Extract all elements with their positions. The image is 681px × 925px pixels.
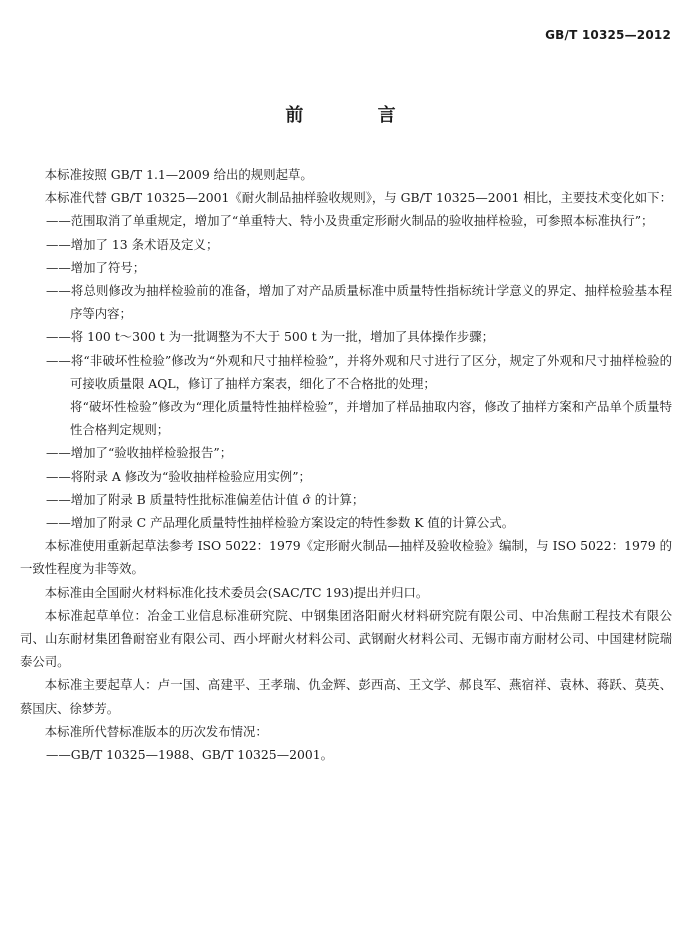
list-item: ——增加了“验收抽样检验报告”；: [46, 445, 233, 461]
list-item: ——范围取消了单重规定，增加了“单重特大、特小及贵重定形耐火制品的验收抽样检验，可参照本标准执行”；: [46, 213, 654, 229]
list-item: ——增加了符号；: [46, 259, 146, 275]
paragraph-drafting-units: 本标准起草单位：冶金工业信息标准研究院、中钢集团洛阳耐火材料研究院有限公司、中冶焦耐工程技术有限公司、山东耐材集团鲁耐窑业有限公司、西小坪耐火材料公司、武钢耐火材料公司、无锡市南方耐材公司、中国建材院瑞泰公司。: [20, 607, 672, 670]
paragraph-drafting-rules: 本标准按照 GB/T 1.1—2009 给出的规则起草。: [44, 167, 313, 182]
list-item: ——增加了附录 B 质量特性批标准偏差估计值 σ̂ 的计算；: [46, 491, 365, 507]
list-item: ——将“非破坏性检验”修改为“外观和尺寸抽样检验”，并将外观和尺寸进行了区分，规定了外观和尺寸抽样检验的可接收质量限 AQL，修订了抽样方案表，细化了不合格批的处理；: [46, 352, 672, 391]
list-item-continuation: 将“破坏性检验”修改为“理化质量特性抽样检验”，并增加了样品抽取内容，修改了抽样方案和产品单个质量特性合格判定规则；: [70, 399, 672, 438]
paragraph-committee: 本标准由全国耐火材料标准化技术委员会(SAC/TC 193)提出并归口。: [44, 584, 429, 600]
standard-code: GB/T 10325—2012: [545, 28, 671, 42]
page-title: 前 言: [285, 105, 430, 126]
document-body: [20, 163, 672, 766]
list-item: ——增加了附录 C 产品理化质量特性抽样检验方案设定的特性参数 K 值的计算公式。: [46, 515, 515, 531]
paragraph-history-intro: 本标准所代替标准版本的历次发布情况：: [44, 723, 268, 739]
list-item: ——将附录 A 修改为“验收抽样检验应用实例”；: [46, 468, 311, 484]
list-item: ——将总则修改为抽样检验前的准备，增加了对产品质量标准中质量特性指标统计学意义的界定、抽样检验基本程序等内容；: [46, 283, 672, 322]
list-item: ——将 100 t～300 t 为一批调整为不大于 500 t 为一批，增加了具体操作步骤；: [46, 329, 495, 345]
paragraph-replaces: 本标准代替 GB/T 10325—2001《耐火制品抽样验收规则》，与 GB/T 10325—2001 相比，主要技术变化如下：: [44, 190, 672, 206]
list-item-history: ——GB/T 10325—1988、GB/T 10325—2001。: [46, 747, 334, 763]
paragraph-iso-reference: 本标准使用重新起草法参考 ISO 5022：1979《定形耐火制品—抽样及验收检验》编制，与 ISO 5022：1979 的一致性程度为非等效。: [20, 538, 672, 577]
list-item: ——增加了 13 条术语及定义；: [46, 236, 219, 252]
paragraph-drafters: 本标准主要起草人：卢一国、高建平、王孝瑞、仇金辉、彭西高、王文学、郝良军、燕宿祥、袁林、蒋跃、莫英、蔡国庆、徐梦芳。: [20, 677, 672, 716]
